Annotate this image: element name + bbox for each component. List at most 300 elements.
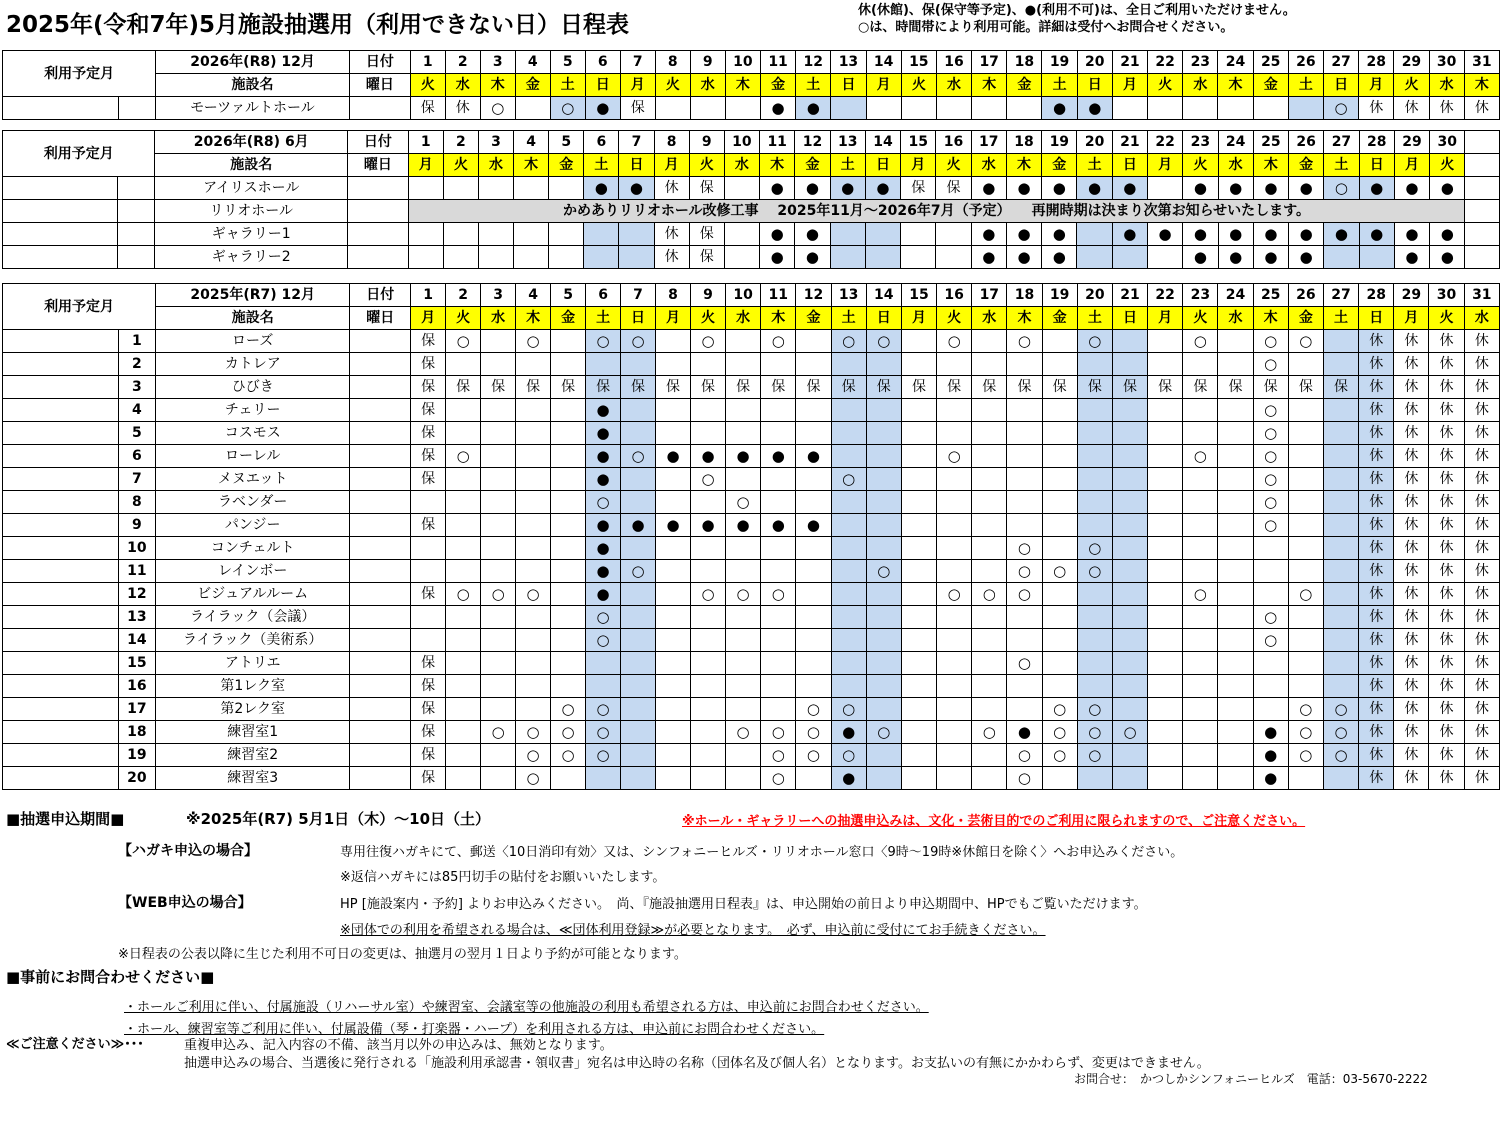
day-cell	[621, 721, 656, 744]
day-cell	[936, 97, 971, 120]
day-cell	[831, 399, 866, 422]
weekday-cell: 木	[480, 74, 515, 97]
day-cell	[656, 744, 691, 767]
day-number: 25	[1253, 131, 1288, 154]
day-cell	[865, 246, 900, 269]
day-cell: 休	[1429, 97, 1464, 120]
weekday-cell: 水	[690, 74, 725, 97]
day-cell	[551, 399, 586, 422]
day-number: 3	[480, 51, 515, 74]
weekday-cell: 月	[1147, 154, 1182, 177]
weekday-cell: 火	[691, 307, 726, 330]
day-cell: ○	[516, 744, 551, 767]
day-cell	[551, 468, 586, 491]
day-cell	[1183, 97, 1218, 120]
day-cell	[1147, 246, 1182, 269]
day-cell	[1183, 698, 1218, 721]
weekday-cell: 月	[620, 74, 655, 97]
day-cell	[831, 583, 866, 606]
day-cell	[831, 445, 866, 468]
day-cell: 休	[1429, 560, 1464, 583]
day-number: 10	[724, 131, 759, 154]
weekday-cell: 火	[1430, 154, 1465, 177]
weekday-cell: 土	[1324, 154, 1359, 177]
day-cell	[1288, 675, 1323, 698]
day-cell: 保	[689, 177, 724, 200]
weekday-cell: 木	[1464, 74, 1499, 97]
day-cell: 休	[1464, 767, 1499, 790]
day-cell	[1007, 606, 1042, 629]
day-number: 18	[1006, 131, 1041, 154]
day-number: 8	[654, 131, 689, 154]
weekday-cell: 土	[586, 307, 621, 330]
day-cell	[1148, 491, 1183, 514]
day-cell	[691, 629, 726, 652]
row-spacer	[3, 97, 119, 120]
day-cell	[656, 721, 691, 744]
facility-row	[3, 330, 1500, 353]
day-cell: 休	[1394, 97, 1429, 120]
day-number: 8	[656, 284, 691, 307]
row-label-empty	[350, 468, 411, 491]
row-label-empty	[348, 223, 409, 246]
day-number: 9	[690, 51, 725, 74]
day-cell	[446, 652, 481, 675]
day-number: 3	[481, 284, 516, 307]
day-cell: ○	[691, 583, 726, 606]
day-cell	[1183, 629, 1218, 652]
day-cell: 休	[1464, 445, 1499, 468]
day-cell	[584, 223, 619, 246]
day-cell	[691, 422, 726, 445]
weekday-cell: 木	[972, 74, 1007, 97]
day-number: 26	[1288, 284, 1323, 307]
day-cell: ○	[550, 97, 585, 120]
day-cell	[481, 744, 516, 767]
day-cell	[936, 246, 971, 269]
day-cell: ○	[516, 583, 551, 606]
day-cell	[481, 399, 516, 422]
day-cell: ○	[586, 629, 621, 652]
weekday-cell: 火	[443, 154, 478, 177]
day-cell: 保	[411, 698, 446, 721]
row-number: 20	[118, 767, 156, 790]
day-cell: ○	[1324, 177, 1359, 200]
day-cell: 休	[1359, 97, 1394, 120]
weekday-cell: 月	[866, 74, 901, 97]
day-cell	[1112, 629, 1147, 652]
facility-name: 第2レク室	[156, 698, 350, 721]
caution-label: ≪ご注意ください≫･･･	[6, 1037, 144, 1052]
day-cell	[1112, 246, 1147, 269]
day-cell	[866, 399, 901, 422]
weekday-cell: 日	[1077, 74, 1112, 97]
day-cell	[1077, 491, 1112, 514]
row-spacer	[3, 491, 119, 514]
day-cell: 休	[1464, 652, 1499, 675]
day-cell: 休	[1464, 583, 1499, 606]
day-cell	[1323, 422, 1358, 445]
row-spacer	[3, 583, 119, 606]
row-spacer	[3, 177, 118, 200]
weekday-cell: 日	[1323, 74, 1358, 97]
day-cell: ●	[761, 445, 796, 468]
day-cell: ●	[796, 445, 831, 468]
row-label-empty	[350, 330, 411, 353]
day-cell: ○	[761, 583, 796, 606]
row-spacer	[3, 445, 119, 468]
day-number: 26	[1289, 131, 1324, 154]
day-cell: 保	[411, 445, 446, 468]
day-number: 22	[1147, 131, 1182, 154]
row-label-empty	[350, 537, 411, 560]
row-spacer	[3, 200, 118, 223]
day-cell	[1042, 629, 1077, 652]
day-cell: 保	[411, 675, 446, 698]
row-number: 17	[118, 698, 156, 721]
facility-name: モーツァルトホール	[156, 97, 350, 120]
day-cell	[551, 491, 586, 514]
day-number: 25	[1253, 51, 1288, 74]
day-cell	[481, 675, 516, 698]
row-label-empty	[350, 629, 411, 652]
day-cell: ●	[1253, 223, 1288, 246]
day-cell	[1288, 606, 1323, 629]
day-cell	[1218, 629, 1253, 652]
weekday-cell: 月	[408, 154, 443, 177]
day-cell	[866, 698, 901, 721]
day-cell: ●	[1394, 246, 1429, 269]
facility-row	[3, 652, 1500, 675]
day-cell	[514, 223, 549, 246]
day-cell	[1148, 514, 1183, 537]
day-cell: 休	[1359, 537, 1394, 560]
day-cell	[446, 675, 481, 698]
day-cell: 保	[796, 376, 831, 399]
day-cell: ●	[1077, 97, 1112, 120]
day-cell	[830, 246, 865, 269]
day-cell	[655, 97, 690, 120]
row-label-empty	[350, 652, 411, 675]
weekday-cell: 火	[446, 307, 481, 330]
legend-line-1: 休(休館)、保(保守等予定)、●(利用不可)は、全日ご利用いただけません。	[858, 3, 1296, 18]
row-label-empty	[350, 445, 411, 468]
day-cell	[443, 177, 478, 200]
day-cell	[481, 629, 516, 652]
day-cell: 休	[1429, 629, 1464, 652]
day-cell	[1183, 652, 1218, 675]
day-cell: ○	[1323, 721, 1358, 744]
weekday-cell: 日	[831, 74, 866, 97]
day-cell: ●	[1218, 246, 1253, 269]
day-cell	[1218, 514, 1253, 537]
day-cell	[1042, 330, 1077, 353]
day-cell	[901, 583, 936, 606]
day-cell: ●	[1218, 177, 1253, 200]
row-number: 11	[118, 560, 156, 583]
facility-name: コンチェルト	[156, 537, 350, 560]
day-cell	[621, 468, 656, 491]
day-cell	[796, 583, 831, 606]
day-number: 5	[550, 51, 585, 74]
day-cell: ●	[1007, 721, 1042, 744]
day-cell	[691, 652, 726, 675]
day-cell	[481, 698, 516, 721]
day-cell	[937, 629, 972, 652]
day-cell: ○	[446, 583, 481, 606]
day-cell	[691, 767, 726, 790]
weekday-label: 曜日	[349, 74, 410, 97]
day-cell	[1323, 767, 1358, 790]
weekday-cell: 土	[1042, 74, 1077, 97]
day-cell	[586, 353, 621, 376]
day-cell	[831, 629, 866, 652]
day-cell	[478, 177, 513, 200]
day-cell: 休	[1359, 468, 1394, 491]
day-cell	[1112, 744, 1147, 767]
day-cell: 休	[1464, 399, 1499, 422]
day-cell	[796, 767, 831, 790]
day-cell: 休	[1464, 560, 1499, 583]
weekday-cell: 火	[410, 74, 445, 97]
weekday-cell: 水	[972, 307, 1007, 330]
day-cell	[865, 223, 900, 246]
row-label-empty	[350, 399, 411, 422]
facility-name: ギャラリー1	[155, 223, 348, 246]
day-cell: 休	[1429, 583, 1464, 606]
day-cell: ●	[795, 177, 830, 200]
weekday-cell: 土	[1288, 74, 1323, 97]
day-cell: 休	[1429, 721, 1464, 744]
day-cell: 保	[1218, 376, 1253, 399]
day-cell: ○	[1253, 445, 1288, 468]
day-number: 17	[972, 284, 1007, 307]
facility-row	[3, 767, 1500, 790]
row-number: 19	[118, 744, 156, 767]
day-cell	[866, 606, 901, 629]
day-cell: 休	[1464, 675, 1499, 698]
day-cell: 保	[1323, 376, 1358, 399]
day-cell	[1218, 583, 1253, 606]
day-cell	[446, 422, 481, 445]
day-cell: ○	[516, 330, 551, 353]
day-cell	[796, 330, 831, 353]
day-number: 30	[1430, 131, 1465, 154]
day-cell	[724, 223, 759, 246]
day-cell: 休	[1394, 652, 1429, 675]
facility-name-label: 施設名	[156, 74, 350, 97]
day-cell: ●	[831, 767, 866, 790]
day-cell	[901, 698, 936, 721]
day-number: 25	[1253, 284, 1288, 307]
day-cell: ○	[796, 698, 831, 721]
weekday-header-row	[3, 74, 1500, 97]
day-cell: 休	[1464, 698, 1499, 721]
day-cell	[1007, 353, 1042, 376]
day-cell	[937, 606, 972, 629]
facility-name: 練習室2	[156, 744, 350, 767]
day-cell: ●	[971, 246, 1006, 269]
row-number: 16	[118, 675, 156, 698]
day-cell	[1148, 353, 1183, 376]
day-cell	[866, 652, 901, 675]
day-cell: 休	[654, 177, 689, 200]
day-cell: ○	[937, 330, 972, 353]
weekday-cell: 月	[1359, 74, 1394, 97]
day-cell	[1007, 491, 1042, 514]
day-cell: 休	[1429, 767, 1464, 790]
day-cell	[1112, 353, 1147, 376]
day-cell: ○	[866, 560, 901, 583]
day-number: 16	[936, 51, 971, 74]
day-cell: 休	[1394, 744, 1429, 767]
day-cell: ○	[1077, 698, 1112, 721]
day-cell: 保	[1112, 376, 1147, 399]
facility-name: 第1レク室	[156, 675, 350, 698]
weekday-cell: 土	[1077, 307, 1112, 330]
day-cell	[551, 767, 586, 790]
day-cell	[621, 744, 656, 767]
postcard-text-1: 専用往復ハガキにて、郵送〈10日消印有効〉又は、シンフォニーヒルズ・リリオホール窓口〈9時～19時※休館日を除く〉へお申込みください。	[340, 845, 1184, 860]
day-cell: 休	[1394, 721, 1429, 744]
day-cell: ○	[516, 767, 551, 790]
row-spacer	[3, 767, 119, 790]
day-cell	[972, 353, 1007, 376]
day-cell	[1288, 514, 1323, 537]
row-label-empty	[348, 246, 409, 269]
facility-row	[3, 560, 1500, 583]
day-cell	[866, 629, 901, 652]
day-cell: ●	[1183, 177, 1218, 200]
day-cell: ○	[1077, 560, 1112, 583]
day-cell	[656, 330, 691, 353]
day-cell	[1323, 399, 1358, 422]
day-cell	[901, 491, 936, 514]
weekday-cell: 水	[481, 307, 516, 330]
day-number: 7	[620, 51, 655, 74]
day-number: 27	[1323, 284, 1358, 307]
weekday-cell: 水	[1183, 74, 1218, 97]
day-cell: 休	[1429, 376, 1464, 399]
row-spacer	[3, 330, 119, 353]
day-cell	[1148, 537, 1183, 560]
day-cell	[1007, 97, 1042, 120]
inquiry-line-2: ・ホール、練習室等ご利用に伴い、付属設備（琴・打楽器・ハープ）を利用される方は、申込前にお問合わせください。	[124, 1022, 825, 1037]
day-cell	[446, 399, 481, 422]
day-cell	[1183, 422, 1218, 445]
day-cell: ●	[586, 468, 621, 491]
day-cell: 休	[1394, 376, 1429, 399]
day-cell	[1253, 698, 1288, 721]
day-cell: ○	[1253, 606, 1288, 629]
day-cell	[796, 399, 831, 422]
day-cell	[972, 445, 1007, 468]
day-cell	[972, 698, 1007, 721]
day-cell	[724, 246, 759, 269]
day-cell: ○	[481, 721, 516, 744]
period-heading: ■抽選申込期間■	[6, 810, 125, 828]
day-number: 2	[443, 131, 478, 154]
day-cell: ●	[1253, 177, 1288, 200]
day-cell	[446, 353, 481, 376]
day-cell	[831, 675, 866, 698]
day-cell	[1323, 629, 1358, 652]
row-number	[118, 97, 155, 120]
facility-row	[3, 514, 1500, 537]
day-cell: ●	[760, 246, 795, 269]
day-cell: ○	[551, 698, 586, 721]
day-cell: ○	[621, 330, 656, 353]
day-cell: 休	[1429, 468, 1464, 491]
day-cell	[691, 537, 726, 560]
day-cell	[901, 422, 936, 445]
day-cell	[1324, 246, 1359, 269]
day-cell	[1183, 606, 1218, 629]
day-number: 30	[1429, 51, 1464, 74]
row-number: 5	[118, 422, 156, 445]
day-cell: ●	[586, 514, 621, 537]
day-cell	[796, 468, 831, 491]
day-cell: 保	[411, 422, 446, 445]
day-cell: ●	[795, 246, 830, 269]
day-cell	[656, 468, 691, 491]
row-spacer	[3, 698, 119, 721]
day-cell	[551, 629, 586, 652]
weekday-cell: 火	[655, 74, 690, 97]
row-number	[118, 177, 155, 200]
day-cell	[691, 399, 726, 422]
day-cell	[1288, 629, 1323, 652]
day-number: 20	[1077, 131, 1112, 154]
day-number: 2	[445, 51, 480, 74]
day-cell: 保	[516, 376, 551, 399]
day-cell	[937, 514, 972, 537]
day-cell	[656, 399, 691, 422]
day-cell	[446, 606, 481, 629]
day-cell	[516, 399, 551, 422]
facility-row	[3, 223, 1500, 246]
facility-row	[3, 606, 1500, 629]
day-cell	[1007, 399, 1042, 422]
day-cell: ○	[516, 721, 551, 744]
day-number: 27	[1323, 51, 1358, 74]
day-cell	[901, 675, 936, 698]
day-cell	[481, 767, 516, 790]
day-cell	[1359, 246, 1394, 269]
day-cell	[1288, 97, 1323, 120]
day-cell: ○	[621, 560, 656, 583]
day-cell: ●	[1042, 223, 1077, 246]
day-cell	[411, 629, 446, 652]
day-cell	[481, 468, 516, 491]
day-cell	[796, 422, 831, 445]
day-cell: 休	[1464, 629, 1499, 652]
date-header-row	[3, 284, 1500, 307]
facility-name: ライラック（美術系）	[156, 629, 350, 652]
weekday-cell: 金	[1007, 74, 1042, 97]
day-cell	[1112, 537, 1147, 560]
day-cell: 保	[551, 376, 586, 399]
day-cell	[656, 675, 691, 698]
day-cell	[551, 583, 586, 606]
day-cell	[972, 675, 1007, 698]
day-cell	[1042, 422, 1077, 445]
postcard-label: 【ハガキ申込の場合】	[118, 843, 258, 859]
day-cell	[831, 353, 866, 376]
day-cell	[1323, 606, 1358, 629]
day-cell: 休	[1359, 491, 1394, 514]
day-cell: 休	[1359, 652, 1394, 675]
